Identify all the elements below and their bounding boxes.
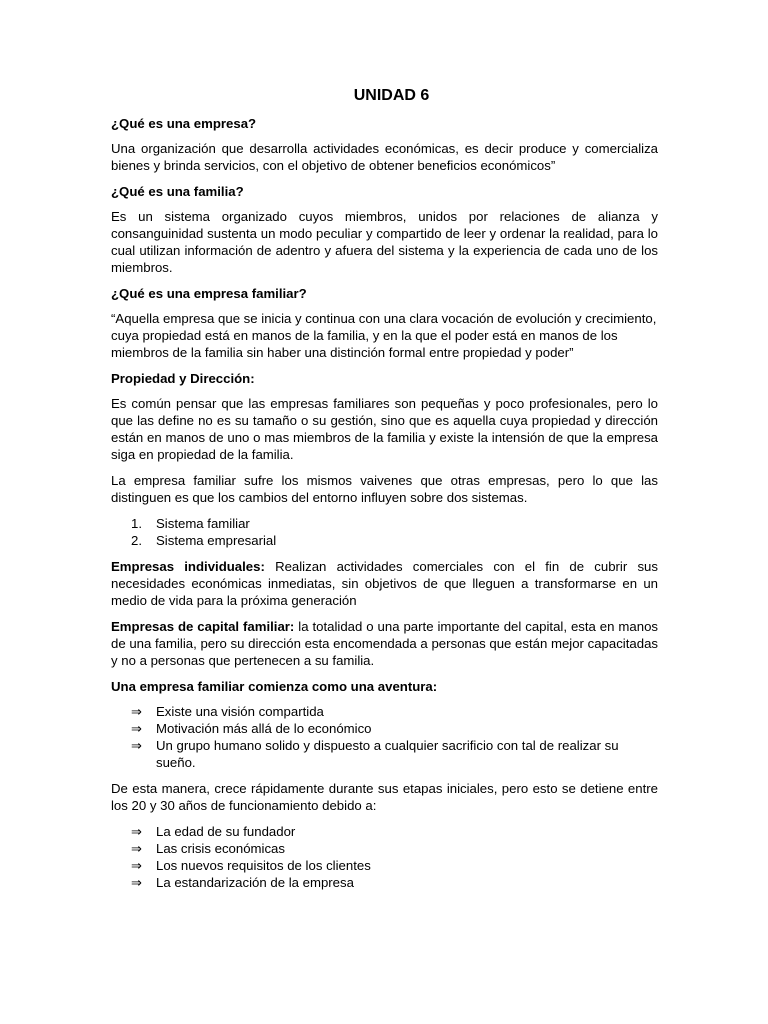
arrow-icon: ⇒ [131, 738, 143, 753]
list-item [111, 532, 658, 549]
arrow-icon: ⇒ [131, 704, 143, 719]
list-item-text: Sistema familiar [156, 516, 250, 531]
list-item [111, 857, 658, 874]
list-item-text: Los nuevos requisitos de los clientes [156, 858, 371, 873]
list-aventura [111, 703, 658, 771]
term-empresas-individuales: Empresas individuales: [111, 559, 265, 574]
list-item-text: Existe una visión compartida [156, 704, 324, 719]
arrow-icon: ⇒ [131, 721, 143, 736]
arrow-icon: ⇒ [131, 875, 143, 890]
list-number: 1. [131, 516, 142, 531]
arrow-icon: ⇒ [131, 841, 143, 856]
paragraph-crecimiento: De esta manera, crece rápidamente durante sus etapas iniciales, pero esto se detiene entre los 20 y 30 años de funcionamiento debido a: [111, 781, 658, 813]
list-item [111, 515, 658, 532]
list-item-text: Motivación más allá de lo económico [156, 721, 372, 736]
list-item [111, 703, 658, 720]
definition-capital-familiar: la totalidad o una parte importante del capital, esta en manos de una familia, pero su dirección esta encomendada a personas que están mejor capacitadas y no a personas que pertenecen a su familia. [111, 619, 658, 668]
list-item-text: La estandarización de la empresa [156, 875, 354, 890]
list-item [111, 737, 658, 771]
heading-aventura: Una empresa familiar comienza como una aventura: [111, 679, 438, 694]
heading-que-es-familia: ¿Qué es una familia? [111, 184, 244, 199]
paragraph-propiedad: Es común pensar que las empresas familiares son pequeñas y poco profesionales, pero lo que las define no es su tamaño o su gestión, sino que es aquella cuya propiedad y dirección están en manos de uno o mas miembros de la familia y existe la intensión de que la empresa siga en propiedad de la familia. [111, 396, 658, 462]
arrow-icon: ⇒ [131, 824, 143, 839]
arrow-icon: ⇒ [131, 858, 143, 873]
list-item [111, 840, 658, 857]
paragraph-empresa-familiar: “Aquella empresa que se inicia y continua con una clara vocación de evolución y crecimiento, cuya propiedad está en manos de la familia, y en la que el poder está en manos de los miembros de la familia sin haber una distinción formal entre propiedad y poder” [111, 311, 657, 360]
list-item [111, 874, 658, 891]
list-item [111, 720, 658, 737]
list-number: 2. [131, 533, 142, 548]
list-sistemas [111, 515, 658, 549]
list-item [111, 823, 658, 840]
list-item-text: Un grupo humano solido y dispuesto a cualquier sacrificio con tal de realizar su sueño. [156, 738, 619, 770]
list-item-text: Sistema empresarial [156, 533, 277, 548]
list-item-text: Las crisis económicas [156, 841, 285, 856]
heading-propiedad-direccion: Propiedad y Dirección: [111, 371, 255, 386]
paragraph-empresas-individuales [111, 558, 658, 609]
heading-empresa-familiar: ¿Qué es una empresa familiar? [111, 286, 307, 301]
list-item-text: La edad de su fundador [156, 824, 296, 839]
list-causas [111, 823, 658, 891]
page-title: UNIDAD 6 [353, 87, 430, 104]
paragraph-capital-familiar [111, 618, 658, 669]
paragraph-vaivenes: La empresa familiar sufre los mismos vaivenes que otras empresas, pero lo que las distinguen es que los cambios del entorno influyen sobre dos sistemas. [111, 473, 658, 505]
definition-empresas-individuales: Realizan actividades comerciales con el fin de cubrir sus necesidades económicas inmediatas, sin objetivos de que lleguen a transformarse en un medio de vida para la próxima generación [111, 559, 658, 608]
term-capital-familiar: Empresas de capital familiar: [111, 619, 295, 634]
heading-que-es-empresa: ¿Qué es una empresa? [111, 116, 257, 131]
paragraph-empresa: Una organización que desarrolla actividades económicas, es decir produce y comercializa bienes y brinda servicios, con el objetivo de obtener beneficios económicos” [111, 141, 658, 173]
paragraph-familia: Es un sistema organizado cuyos miembros, unidos por relaciones de alianza y consanguinidad sustenta un modo peculiar y compartido de leer y ordenar la realidad, para lo cual utilizan información de adentro y afuera del sistema y la experiencia de cada uno de los miembros. [111, 209, 658, 275]
